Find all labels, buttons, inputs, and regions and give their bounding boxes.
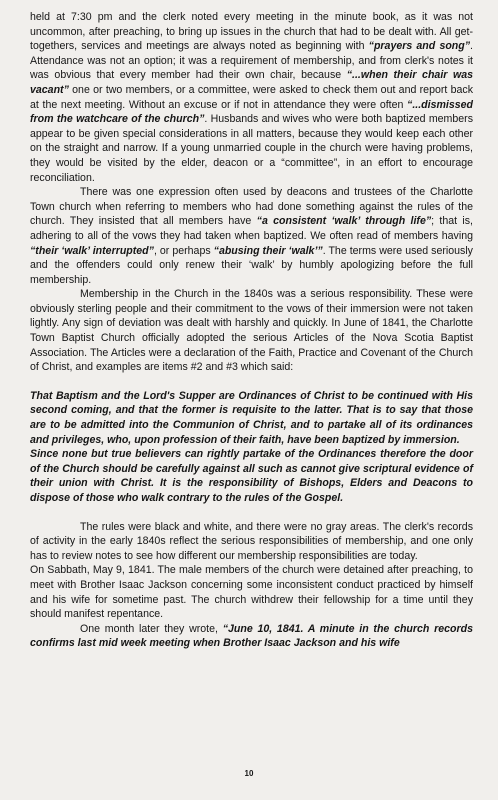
page-number: 10	[244, 769, 254, 778]
text-run: On Sabbath, May 9, 1841. The male members of the church were detained after preaching, to meet with Brother Isaac Jackson concerning some inconsistent conduct practiced by himself and his wife for sometime past. The church withdrew their fellowship for a time until they should manifest repentance.	[30, 564, 473, 621]
block-quote-2: Since none but true believers can rightly partake of the Ordinances therefore the door of the Church should be carefully against all such as cannot give scriptural evidence of their union with Christ. It is the responsibility of Bishops, Elders and Deacons to dispose of those who walk contrary to the rules of the Gospel.	[30, 448, 473, 504]
emphasized-quote: “prayers and song”	[368, 40, 471, 53]
paragraph-5	[30, 563, 473, 621]
text-run: . Attendance was not an option; it was a requirement of membership, and from clerk's notes it was obvious that every member had their own chair, because	[30, 40, 473, 82]
emphasized-quote: “a consistent ‘walk’ through life”	[256, 215, 432, 228]
paragraph-4	[30, 520, 473, 564]
text-run: . Husbands and wives who were both baptized members appear to be given special considerations in all matters, because they would keep each other on the straight and narrow. If a young unmarried couple in the church were having problems, they would be visited by the elder, deacon or a “committee”, in an effort to encourage reconciliation.	[30, 113, 473, 184]
text-run: There was one expression often used by deacons and trustees of the Charlotte Town church when referring to members who had done something against the rules of the church. They insisted that all members have	[30, 186, 473, 228]
body-text	[30, 10, 473, 651]
emphasized-quote: “...when their chair was vacant”	[30, 69, 473, 96]
text-run: . The terms were used seriously and the offenders could only renew their ‘walk’ by humbly apologizing before the full membership.	[30, 244, 473, 286]
text-run: The rules were black and white, and there were no gray areas. The clerk's records of activity in the early 1840s reflect the serious responsibilities of membership, and one only has to review notes to see how different our membership responsibilities are today.	[30, 520, 473, 562]
text-run: held at 7:30 pm and the clerk noted every meeting in the minute book, as it was not uncommon, after preaching, to bring up issues in the church that had to be dealt with. All get-togethers, services and meetings are always noted as beginning with	[30, 11, 473, 53]
text-run: One month later they wrote,	[80, 622, 223, 635]
emphasized-quote: “abusing their ‘walk’”	[213, 244, 323, 257]
emphasized-quote: “their ‘walk’ interrupted”	[30, 244, 154, 257]
paragraph-1	[30, 10, 473, 185]
emphasized-quote: “June 10, 1841. A minute in the church records confirms last mid week meeting when Brother Isaac Jackson and his wife	[30, 622, 473, 650]
text-run: ; that is, adhering to all of the vows they had taken when baptized. We often read of members having	[30, 215, 473, 242]
block-quote-1: That Baptism and the Lord's Supper are Ordinances of Christ to be continued with His second coming, and that the former is requisite to the latter. That is to say that those are to be admitted into the Communion of Christ, and to partake all of its ordinances and privileges, who, upon profession of their faith, have been baptized by immersion.	[30, 389, 473, 446]
text-run: one or two members, or a committee, were asked to check them out and report back at the next meeting. Without an excuse or if not in attendance they were often	[30, 83, 473, 111]
paragraph-3	[30, 287, 473, 375]
paragraph-2	[30, 185, 473, 287]
emphasized-quote: “...dismissed from the watchcare of the church”	[30, 98, 473, 126]
text-run: Membership in the Church in the 1840s was a serious responsibility. These were obviously sterling people and their commitment to the vows of their immersion were not taken lightly. Any sign of deviation was dealt with harshly and quickly. In June of 1841, the Charlotte Town Baptist Church officially adopted the serious Articles of the Nova Scotia Baptist Association. The Articles were a declaration of the Faith, Practice and Covenant of the Church of Christ, and examples are items #2 and #3 which said:	[30, 288, 473, 374]
text-run: , or perhaps	[153, 244, 214, 257]
paragraph-6	[30, 622, 473, 651]
